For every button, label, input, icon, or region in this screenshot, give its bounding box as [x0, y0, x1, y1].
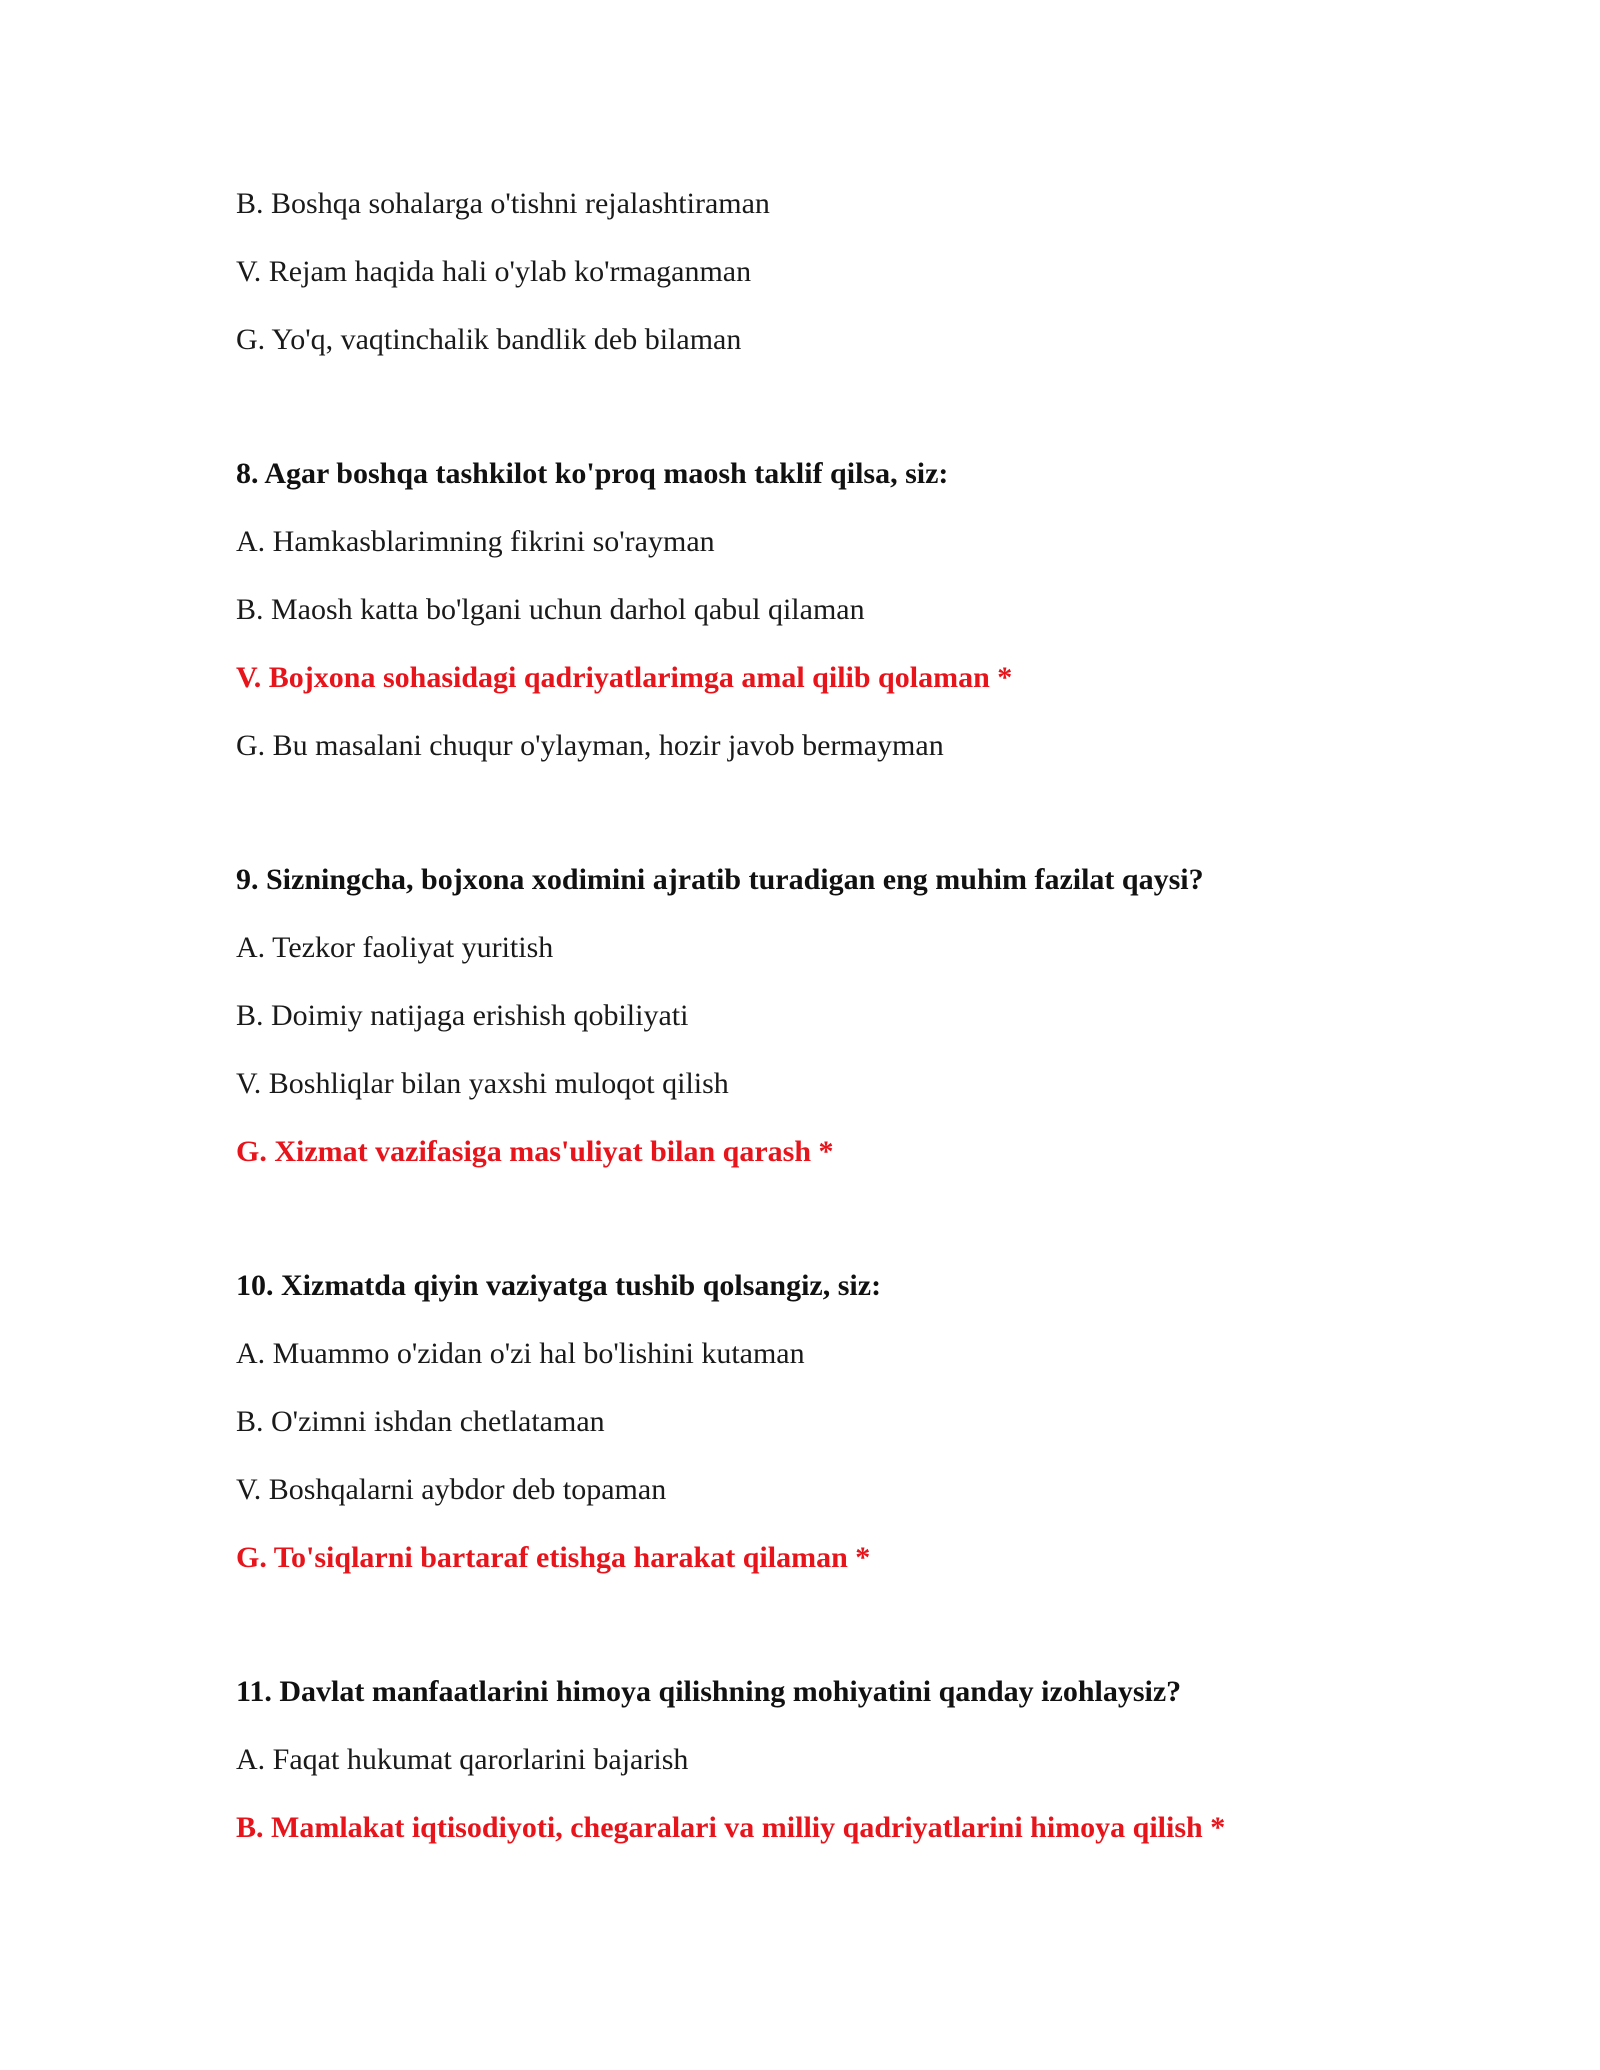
option-line: V. Boshqalarni aybdor deb topaman: [236, 1473, 667, 1506]
option-line: A. Muammo o'zidan o'zi hal bo'lishini kutaman: [236, 1337, 805, 1370]
option-line: V. Rejam haqida hali o'ylab ko'rmaganman: [236, 255, 752, 288]
section-gap: [236, 1202, 1416, 1268]
question-10: 10. Xizmatda qiyin vaziyatga tushib qolsangiz, siz:: [236, 1269, 882, 1302]
option-line: B. O'zimni ishdan chetlataman: [236, 1405, 605, 1438]
section-gap: [236, 796, 1416, 862]
section-gap: [236, 390, 1416, 456]
option-line: G. Bu masalani chuqur o'ylayman, hozir javob bermayman: [236, 729, 944, 762]
option-line: G. Yo'q, vaqtinchalik bandlik deb bilaman: [236, 323, 742, 356]
option-line: V. Boshliqlar bilan yaxshi muloqot qilish: [236, 1067, 729, 1100]
option-line: B. Boshqa sohalarga o'tishni rejalashtiraman: [236, 187, 770, 220]
correct-answer: V. Bojxona sohasidagi qadriyatlarimga amal qilib qolaman *: [236, 661, 1013, 694]
option-line: A. Hamkasblarimning fikrini so'rayman: [236, 525, 715, 558]
option-line: B. Maosh katta bo'lgani uchun darhol qabul qilaman: [236, 593, 865, 626]
option-line: A. Tezkor faoliyat yuritish: [236, 931, 554, 964]
question-11: 11. Davlat manfaatlarini himoya qilishning mohiyatini qanday izohlaysiz?: [236, 1675, 1182, 1708]
section-gap: [236, 1608, 1416, 1674]
question-8: 8. Agar boshqa tashkilot ko'proq maosh taklif qilsa, siz:: [236, 457, 949, 490]
quiz-content: [236, 186, 1416, 1878]
correct-answer: G. Xizmat vazifasiga mas'uliyat bilan qarash *: [236, 1135, 834, 1168]
correct-answer: B. Mamlakat iqtisodiyoti, chegaralari va milliy qadriyatlarini himoya qilish *: [236, 1811, 1226, 1844]
correct-answer: G. To'siqlarni bartaraf etishga harakat qilaman *: [236, 1541, 871, 1574]
question-9: 9. Sizningcha, bojxona xodimini ajratib turadigan eng muhim fazilat qaysi?: [236, 863, 1204, 896]
option-line: B. Doimiy natijaga erishish qobiliyati: [236, 999, 689, 1032]
option-line: A. Faqat hukumat qarorlarini bajarish: [236, 1743, 689, 1776]
